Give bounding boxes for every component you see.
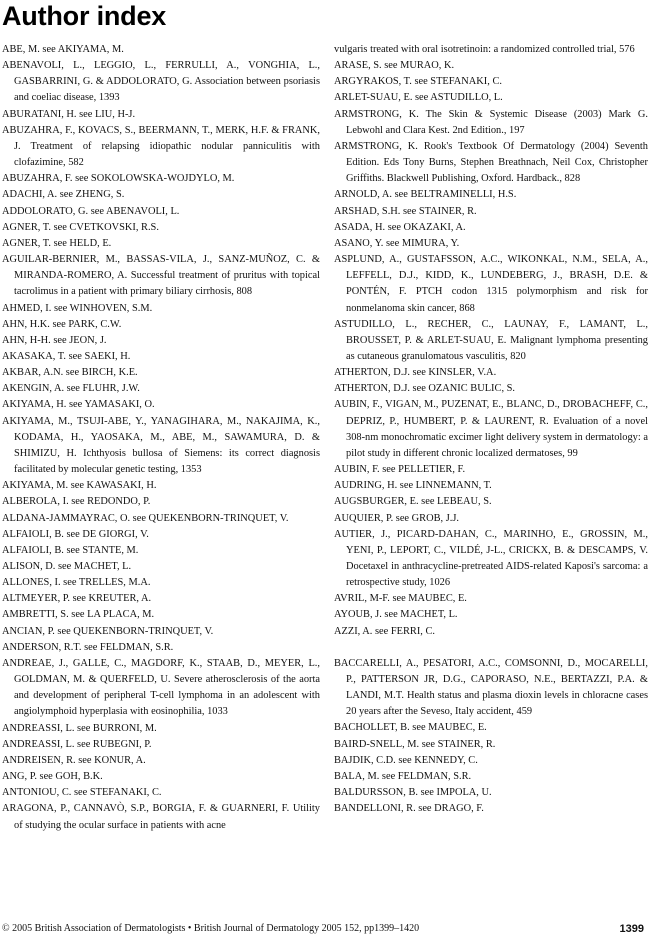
index-entry: ASTUDILLO, L., RECHER, C., LAUNAY, F., LAMANT, L., BROUSSET, P. & ARLET-SUAU, E. Malignant lymphoma presenting as cutaneous granulomatous vasculitis, 820 [334, 318, 648, 362]
index-entry: ATHERTON, D.J. see KINSLER, V.A. [334, 367, 497, 379]
index-entry: AMBRETTI, S. see LA PLACA, M. [2, 609, 155, 621]
index-entry: AHN, H-H. see JEON, J. [2, 334, 107, 346]
index-entry: BALA, M. see FELDMAN, S.R. [334, 770, 472, 782]
index-entry: AVRIL, M-F. see MAUBEC, E. [334, 593, 467, 605]
index-entry: AUQUIER, P. see GROB, J.J. [334, 512, 459, 524]
page-number: 1399 [619, 923, 644, 935]
index-entry: ARMSTRONG, K. Rook's Textbook Of Dermatology (2004) Seventh Edition. Eds Tony Burns, Stephen Breathnach, Neil Cox, Christopher Griffiths. Blackwell Publishing, Oxford. Hardback., 828 [334, 140, 648, 185]
index-entry: ARAGONA, P., CANNAVÒ, S.P., BORGIA, F. & GUARNERI, F. Utility of studying the ocular surface in patients with acne [2, 803, 320, 831]
index-entry: ARMSTRONG, K. The Skin & Systemic Disease (2003) Mark G. Lebwohl and Clara Kest. 2nd Edition., 197 [334, 108, 648, 136]
index-column-left [2, 42, 320, 834]
index-entry: ANDREISEN, R. see KONUR, A. [2, 754, 146, 766]
index-entry: AUGSBURGER, E. see LEBEAU, S. [334, 496, 492, 508]
index-entry: ABURATANI, H. see LIU, H-J. [2, 108, 136, 120]
index-entry: AKIYAMA, M. see KAWASAKI, H. [2, 480, 157, 492]
index-entry: BANDELLONI, R. see DRAGO, F. [334, 803, 484, 815]
index-entry: ARSHAD, S.H. see STAINER, R. [334, 205, 477, 217]
index-entry: AUBIN, F. see PELLETIER, F. [334, 464, 466, 476]
index-entry: ARNOLD, A. see BELTRAMINELLI, H.S. [334, 189, 517, 201]
index-entry: AZZI, A. see FERRI, C. [334, 625, 436, 637]
index-entry: ALBEROLA, I. see REDONDO, P. [2, 496, 151, 508]
index-entry: ANDREASSI, L. see RUBEGNI, P. [2, 738, 152, 750]
index-entry: ALISON, D. see MACHET, L. [2, 561, 132, 572]
index-entry: AUBIN, F., VIGAN, M., PUZENAT, E., BLANC, D., DROBACHEFF, C., DEPRIZ, P., HUMBERT, P. & LAURENT, R. Evaluation of a novel 308-nm monochromatic excimer light delivery system in dermatology: a pilot study in different chronic localized dermatoses, 99 [334, 399, 648, 459]
index-entry: ANDERSON, R.T. see FELDMAN, S.R. [2, 641, 174, 653]
index-entry: AKBAR, A.N. see BIRCH, K.E. [2, 367, 138, 379]
index-entry: ALFAIOLI, B. see DE GIORGI, V. [2, 528, 149, 540]
index-entry: AGNER, T. see HELD, E. [2, 237, 112, 249]
index-entry: BACCARELLI, A., PESATORI, A.C., COMSONNI, D., MOCARELLI, P., PATTERSON JR, D.G., CAPORASO, N.E., BERTAZZI, P.A. & LANDI, M.T. Health status and plasma dioxin levels in chloracne cases 20 years after the Seveso, Italy accident, 459 [334, 657, 648, 718]
index-entry: ATHERTON, D.J. see OZANIC BULIC, S. [334, 383, 516, 395]
page-footer [2, 922, 644, 936]
index-entry: ALLONES, I. see TRELLES, M.A. [2, 577, 151, 589]
index-entry: ANDREASSI, L. see BURRONI, M. [2, 722, 157, 734]
index-entry: AUTIER, J., PICARD-DAHAN, C., MARINHO, E., GROSSIN, M., YENI, P., LEPORT, C., VILDÉ, J-L., CRICKX, B. & DESCAMPS, V. Docetaxel in anthracycline-pretreated AIDS-related Kaposi's sarcoma: a retrospective study, 1026 [334, 528, 648, 589]
index-entry: AHMED, I. see WINHOVEN, S.M. [2, 302, 153, 314]
index-entry: AGNER, T. see CVETKOVSKI, R.S. [2, 221, 159, 233]
index-entry: ABUZAHRA, F., KOVACS, S., BEERMANN, T., MERK, H.F. & FRANK, J. Treatment of relapsing idiopathic nodular panniculitis with clofazimine, 582 [2, 124, 320, 169]
index-entry: ABUZAHRA, F. see SOKOLOWSKA-WOJDYLO, M. [2, 173, 235, 185]
index-entry: AKASAKA, T. see SAEKI, H. [2, 350, 131, 362]
page-title: Author index [2, 1, 167, 31]
index-entry: ASPLUND, A., GUSTAFSSON, A.C., WIKONKAL, N.M., SELA, A., LEFFELL, D.J., KIDD, K., LUNDEBERG, J., BRASH, D.E. & PONTÉN, F. PTCH codon 1315 polymorphism and risk for nonmelanoma skin cancer, 868 [334, 254, 648, 314]
index-entry: AHN, H.K. see PARK, C.W. [2, 318, 122, 330]
index-entry: AKIYAMA, M., TSUJI-ABE, Y., YANAGIHARA, M., NAKAJIMA, K., KODAMA, H., YAOSAKA, M., ABE, M., SAWAMURA, D. & SHIMIZU, H. Ichthyosis bullosa of Siemens: its correct diagnosis facilitated by molecular genetic testing, 1353 [2, 415, 320, 476]
index-entry: ALFAIOLI, B. see STANTE, M. [2, 544, 139, 556]
index-entry: BAJDIK, C.D. see KENNEDY, C. [334, 754, 478, 766]
index-entry: AYOUB, J. see MACHET, L. [334, 609, 458, 621]
index-entry: BALDURSSON, B. see IMPOLA, U. [334, 787, 492, 799]
index-entry: BAIRD-SNELL, M. see STAINER, R. [334, 738, 496, 750]
index-entry: ANG, P. see GOH, B.K. [2, 771, 103, 783]
index-entry: AKIYAMA, H. see YAMASAKI, O. [2, 399, 155, 411]
index-entry: ABENAVOLI, L., LEGGIO, L., FERRULLI, A., VONGHIA, L., GASBARRINI, G. & ADDOLORATO, G. Association between psoriasis and coeliac disease, 1393 [2, 60, 320, 104]
index-entry: ASANO, Y. see MIMURA, Y. [334, 237, 460, 249]
index-entry: ANDREAE, J., GALLE, C., MAGDORF, K., STAAB, D., MEYER, L., GOLDMAN, M. & QUERFELD, U. Severe atherosclerosis of the aorta and development of peripheral T-cell lymphoma in an adolescent with angiolymphoid hyperplasia with eosinophilia, 1033 [2, 657, 320, 718]
index-entry: ALTMEYER, P. see KREUTER, A. [2, 593, 152, 605]
index-entry: ADACHI, A. see ZHENG, S. [2, 189, 125, 201]
index-entry: ARASE, S. see MURAO, K. [334, 60, 455, 72]
index-entry: AKENGIN, A. see FLUHR, J.W. [2, 383, 140, 395]
letter-group-separator [334, 640, 648, 656]
index-entry: AUDRING, H. see LINNEMANN, T. [334, 480, 492, 492]
index-entry: ARGYRAKOS, T. see STEFANAKI, C. [334, 76, 502, 88]
index-entry: ALDANA-JAMMAYRAC, O. see QUEKENBORN-TRINQUET, V. [2, 512, 289, 524]
index-entry: vulgaris treated with oral isotretinoin: a randomized controlled trial, 576 [334, 44, 635, 55]
index-column-right [334, 42, 648, 817]
index-entry: ANTONIOU, C. see STEFANAKI, C. [2, 787, 162, 799]
copyright-line: © 2005 British Association of Dermatologists • British Journal of Dermatology 2005 152, pp1399–1420 [2, 923, 420, 934]
index-entry: AGUILAR-BERNIER, M., BASSAS-VILA, J., SANZ-MUÑOZ, C. & MIRANDA-ROMERO, A. Successful treatment of pruritus with topical tacrolimus in a patient with primary biliary cirrhosis, 808 [2, 254, 320, 298]
index-entry: BACHOLLET, B. see MAUBEC, E. [334, 722, 487, 734]
index-entry: ASADA, H. see OKAZAKI, A. [334, 221, 466, 233]
index-entry: ABE, M. see AKIYAMA, M. [2, 44, 124, 55]
index-entry: ANCIAN, P. see QUEKENBORN-TRINQUET, V. [2, 625, 214, 637]
index-entry: ADDOLORATO, G. see ABENAVOLI, L. [2, 205, 180, 217]
index-entry: ARLET-SUAU, E. see ASTUDILLO, L. [334, 92, 503, 104]
